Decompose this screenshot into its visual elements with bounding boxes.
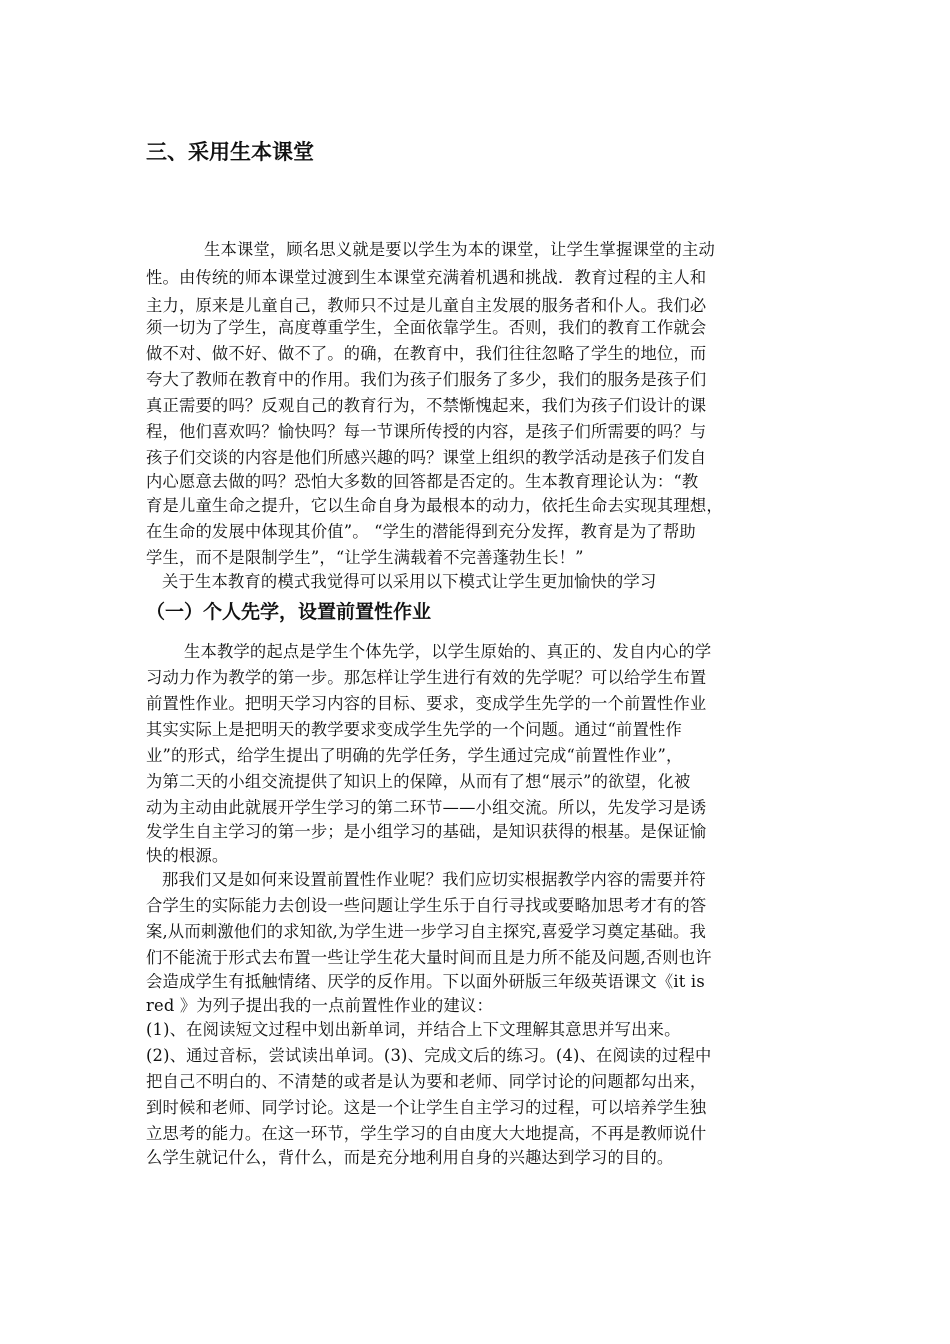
- paragraph1-line: 真正需要的吗？反观自己的教育行为，不禁惭愧起来，我们为孩子们设计的课: [146, 396, 707, 415]
- paragraph4-line: 们不能流于形式去布置一些让学生花大量时间而且是力所不能及问题,否则也许: [146, 948, 712, 967]
- paragraph1-line: 生本课堂，顾名思义就是要以学生为本的课堂，让学生掌握课堂的主动: [204, 240, 715, 259]
- paragraph3-line: 习动力作为教学的第一步。那怎样让学生进行有效的先学呢？可以给学生布置: [146, 668, 707, 687]
- section-title: 三、采用生本课堂: [146, 140, 314, 164]
- paragraph4-line: (2)、通过音标，尝试读出单词。(3)、完成文后的练习。(4)、在阅读的过程中: [146, 1046, 712, 1065]
- paragraph1-line: 孩子们交谈的内容是他们所感兴趣的吗？课堂上组织的教学活动是孩子们发自: [146, 448, 707, 467]
- paragraph4-line: 把自己不明白的、不清楚的或者是认为要和老师、同学讨论的问题都勾出来，: [146, 1072, 707, 1091]
- paragraph3-line: 为第二天的小组交流提供了知识上的保障，从而有了想“展示”的欲望，化被: [146, 772, 691, 791]
- paragraph4-line: 会造成学生有抵触情绪、厌学的反作用。下以面外研版三年级英语课文《it is: [146, 972, 705, 991]
- paragraph4-line: 么学生就记什么，背什么，而是充分地利用自身的兴趣达到学习的目的。: [146, 1148, 674, 1167]
- paragraph4-line: 那我们又是如何来设置前置性作业呢？我们应切实根据教学内容的需要并符: [162, 870, 706, 889]
- paragraph4-line: 立思考的能力。在这一环节，学生学习的自由度大大地提高，不再是教师说什: [146, 1124, 707, 1143]
- paragraph1-line: 育是儿童生命之提升，它以生命自身为最根本的动力，依托生命去实现其理想，: [146, 496, 723, 515]
- paragraph1-line: 性。由传统的师本课堂过渡到生本课堂充满着机遇和挑战．教育过程的主人和: [146, 268, 707, 287]
- subsection-title: （一）个人先学，设置前置性作业: [146, 601, 432, 623]
- paragraph1-line: 夸大了教师在教育中的作用。我们为孩子们服务了多少，我们的服务是孩子们: [146, 370, 707, 389]
- paragraph1-line: 内心愿意去做的吗？恐怕大多数的回答都是否定的。生本教育理论认为：“教: [146, 472, 699, 491]
- paragraph3-line: 生本教学的起点是学生个体先学，以学生原始的、真正的、发自内心的学: [184, 642, 712, 661]
- paragraph3-line: 业”的形式，给学生提出了明确的先学任务，学生通过完成“前置性作业”，: [146, 746, 683, 765]
- paragraph4-line: 合学生的实际能力去创设一些问题让学生乐于自行寻找或要略加思考才有的答: [146, 896, 707, 915]
- paragraph4-line: 案,从而刺激他们的求知欲,为学生进一步学习自主探究,喜爱学习奠定基础。我: [146, 922, 707, 941]
- paragraph1-line: 须一切为了学生，高度尊重学生，全面依靠学生。否则，我们的教育工作就会: [146, 318, 707, 337]
- paragraph1-line: 做不对、做不好、做不了。的确，在教育中，我们往往忽略了学生的地位，而: [146, 344, 707, 363]
- paragraph4-line: (1)、在阅读短文过程中划出新单词，并结合上下文理解其意思并写出来。: [146, 1020, 681, 1039]
- paragraph4-line: red 》为列子提出我的一点前置性作业的建议：: [146, 996, 493, 1015]
- paragraph3-line: 快的根源。: [146, 846, 229, 865]
- paragraph3-line: 发学生自主学习的第一步；是小组学习的基础，是知识获得的根基。是保证愉: [146, 822, 707, 841]
- paragraph3-line: 动为主动由此就展开学生学习的第二环节——小组交流。所以，先发学习是诱: [146, 798, 707, 817]
- paragraph3-line: 前置性作业。把明天学习内容的目标、要求，变成学生先学的一个前置性作业: [146, 694, 707, 713]
- paragraph4-line: 到时候和老师、同学讨论。这是一个让学生自主学习的过程，可以培养学生独: [146, 1098, 707, 1117]
- paragraph1-line: 主力，原来是儿童自己，教师只不过是儿童自主发展的服务者和仆人。我们必: [146, 296, 707, 315]
- paragraph3-line: 其实实际上是把明天的教学要求变成学生先学的一个问题。通过“前置性作: [146, 720, 682, 739]
- paragraph1-line: 学生，而不是限制学生”，“让学生满载着不完善蓬勃生长！”: [146, 548, 584, 567]
- paragraph1-line: 在生命的发展中体现其价值”。 “学生的潜能得到充分发挥，教育是为了帮助: [146, 522, 696, 541]
- paragraph2-line: 关于生本教育的模式我觉得可以采用以下模式让学生更加愉快的学习: [162, 572, 657, 591]
- paragraph1-line: 程，他们喜欢吗？愉快吗？每一节课所传授的内容，是孩子们所需要的吗？与: [146, 422, 707, 441]
